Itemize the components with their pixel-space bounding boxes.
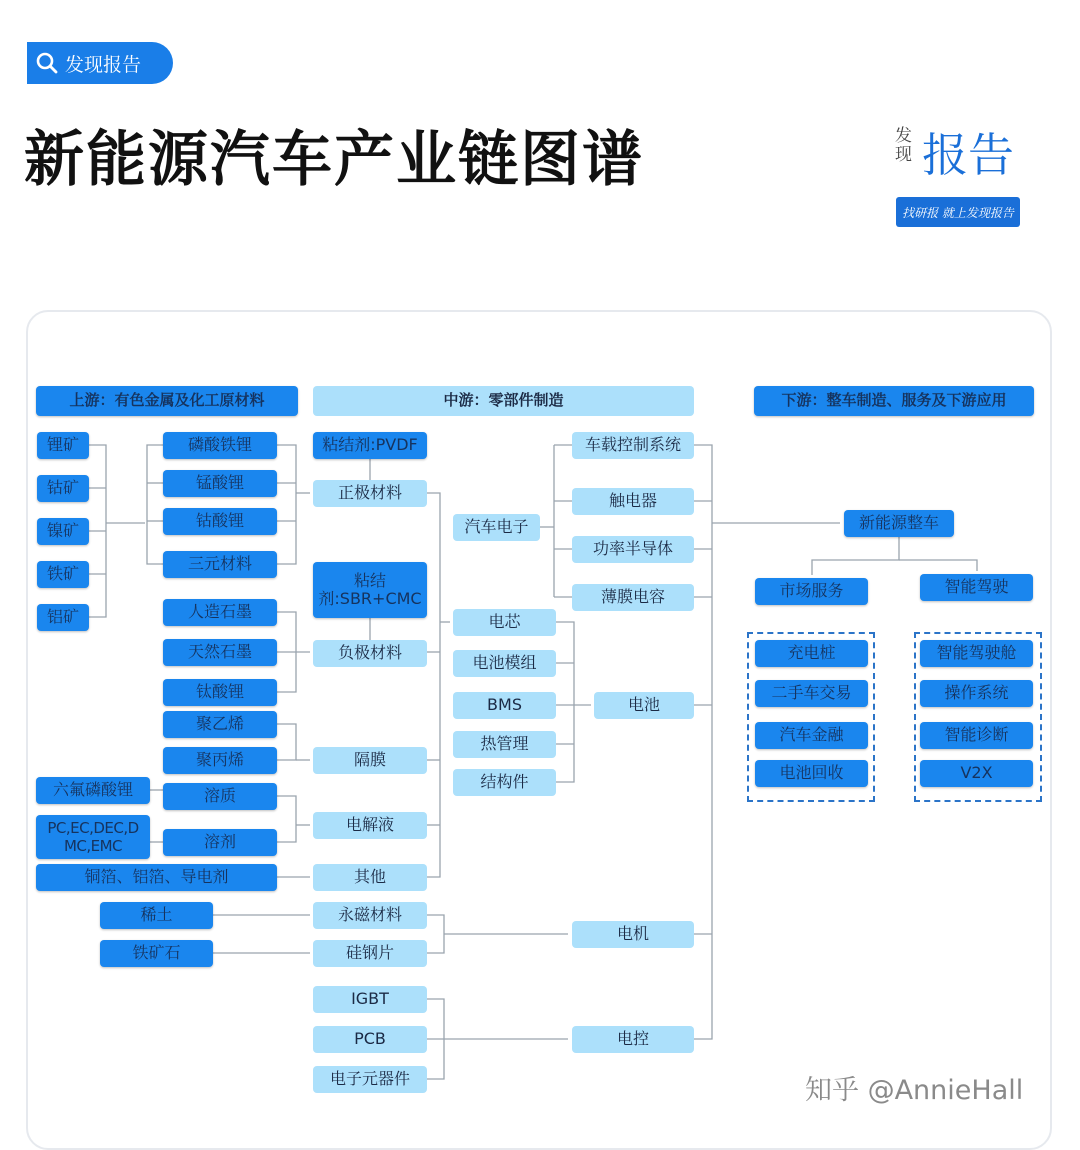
market-item-node: 充电桩 bbox=[755, 640, 868, 667]
binder-pvdf-node: 粘结剂:PVDF bbox=[313, 432, 427, 459]
connector-line bbox=[556, 622, 574, 782]
other-inputs-node: 铜箔、铝箔、导电剂 bbox=[36, 864, 277, 891]
separator-input-node: 聚丙烯 bbox=[163, 747, 277, 774]
igbt-node: IGBT bbox=[313, 986, 427, 1013]
battery-node: 电池 bbox=[594, 692, 694, 719]
vehicle-node: 新能源整车 bbox=[844, 510, 954, 537]
connector-line bbox=[147, 445, 163, 564]
other-node: 其他 bbox=[313, 864, 427, 891]
silicon-steel-node: 硅钢片 bbox=[313, 940, 427, 967]
cathode-input-node: 磷酸铁锂 bbox=[163, 432, 277, 459]
cathode-input-node: 锰酸锂 bbox=[163, 470, 277, 497]
rare-earth-node: 稀土 bbox=[100, 902, 213, 929]
market-item-node: 汽车金融 bbox=[755, 722, 868, 749]
connector-line bbox=[899, 560, 977, 571]
electrolyte-input-node: 溶质 bbox=[163, 783, 277, 810]
cathode-node: 正极材料 bbox=[313, 480, 427, 507]
mineral-node: 锂矿 bbox=[37, 432, 89, 459]
mineral-node: 钴矿 bbox=[37, 475, 89, 502]
battery-part-node: BMS bbox=[453, 692, 556, 719]
smart-driving-group bbox=[914, 632, 1042, 802]
mineral-node: 铝矿 bbox=[37, 604, 89, 631]
logo-big-text: 报告 bbox=[922, 128, 1014, 182]
electronics-item-node: 薄膜电容 bbox=[572, 584, 694, 611]
mineral-node: 铁矿 bbox=[37, 561, 89, 588]
solvent-source-node: PC,EC,DEC,DMC,EMC bbox=[36, 815, 150, 859]
mineral-node: 镍矿 bbox=[37, 518, 89, 545]
smart-item-node: 智能诊断 bbox=[920, 722, 1033, 749]
electronics-item-node: 功率半导体 bbox=[572, 536, 694, 563]
logo-small-text: 发现 bbox=[895, 126, 912, 165]
controller-node: 电控 bbox=[572, 1026, 694, 1053]
electrolyte-node: 电解液 bbox=[313, 812, 427, 839]
solute-source-node: 六氟磷酸锂 bbox=[36, 777, 150, 804]
electrolyte-input-node: 溶剂 bbox=[163, 829, 277, 856]
page-title: 新能源汽车产业链图谱 bbox=[24, 125, 644, 195]
section-upstream: 上游：有色金属及化工原材料 bbox=[36, 386, 298, 416]
separator-input-node: 聚乙烯 bbox=[163, 711, 277, 738]
connector-line bbox=[277, 796, 296, 842]
logo-tagline: 找研报 就上发现报告 bbox=[896, 197, 1020, 227]
electronics-item-node: 车载控制系统 bbox=[572, 432, 694, 459]
battery-part-node: 电芯 bbox=[453, 609, 556, 636]
section-midstream: 中游：零部件制造 bbox=[313, 386, 694, 416]
market-item-node: 电池回收 bbox=[755, 760, 868, 787]
connector-line bbox=[277, 724, 296, 760]
connector-line bbox=[427, 915, 444, 953]
badge-label: 发现报告 bbox=[65, 53, 142, 76]
anode-node: 负极材料 bbox=[313, 640, 427, 667]
motor-node: 电机 bbox=[572, 921, 694, 948]
anode-input-node: 钛酸锂 bbox=[163, 679, 277, 706]
smart-item-node: V2X bbox=[920, 760, 1033, 787]
components-node: 电子元器件 bbox=[313, 1066, 427, 1093]
market-services-group bbox=[747, 632, 875, 802]
electronics-item-node: 触电器 bbox=[572, 488, 694, 515]
magnet-node: 永磁材料 bbox=[313, 902, 427, 929]
connector-line bbox=[694, 445, 712, 1039]
battery-part-node: 热管理 bbox=[453, 731, 556, 758]
connector-line bbox=[427, 493, 440, 877]
auto-electronics-node: 汽车电子 bbox=[453, 514, 540, 541]
section-downstream: 下游：整车制造、服务及下游应用 bbox=[754, 386, 1034, 416]
smart-item-node: 操作系统 bbox=[920, 680, 1033, 707]
market-services-node: 市场服务 bbox=[755, 578, 868, 605]
battery-part-node: 电池模组 bbox=[453, 650, 556, 677]
anode-input-node: 人造石墨 bbox=[163, 599, 277, 626]
smart-item-node: 智能驾驶舱 bbox=[920, 640, 1033, 667]
binder-sbr-node: 粘结剂:SBR+CMC bbox=[313, 562, 427, 618]
separator-node: 隔膜 bbox=[313, 747, 427, 774]
cathode-input-node: 三元材料 bbox=[163, 551, 277, 578]
connector-line bbox=[812, 537, 899, 575]
iron-ore-node: 铁矿石 bbox=[100, 940, 213, 967]
market-item-node: 二手车交易 bbox=[755, 680, 868, 707]
cathode-input-node: 钴酸锂 bbox=[163, 508, 277, 535]
watermark: 知乎 @AnnieHall bbox=[805, 1075, 1024, 1106]
anode-input-node: 天然石墨 bbox=[163, 639, 277, 666]
smart-driving-node: 智能驾驶 bbox=[920, 574, 1033, 601]
battery-part-node: 结构件 bbox=[453, 769, 556, 796]
pcb-node: PCB bbox=[313, 1026, 427, 1053]
connector-line bbox=[277, 445, 296, 564]
